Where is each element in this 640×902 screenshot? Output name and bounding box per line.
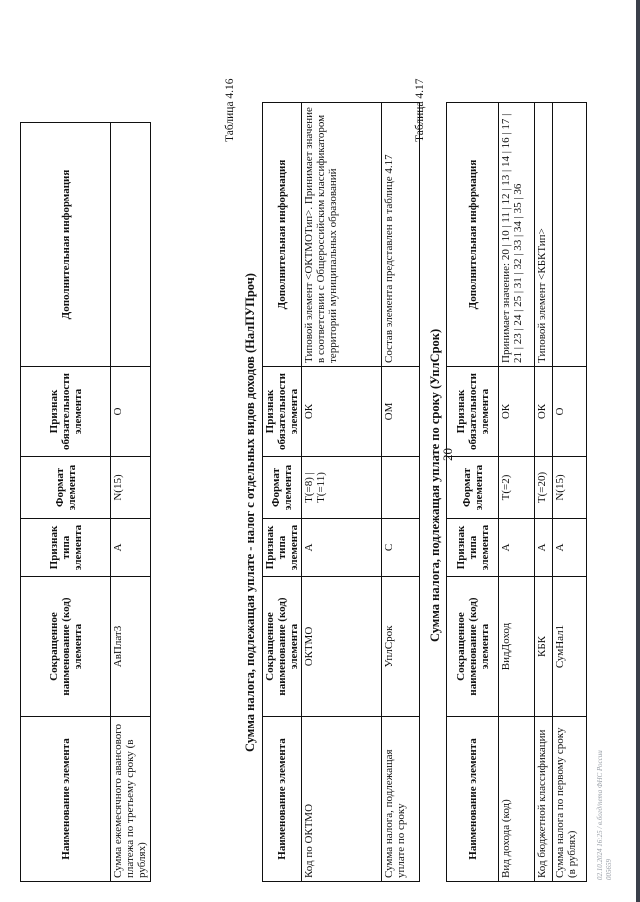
cell-format: T(=20) <box>535 457 553 519</box>
col-header-code: Сокращенное наименование (код) элемента <box>263 577 302 717</box>
cell-info: Типовой элемент <ОКТМОТип>. Принимает значение в соответствии с Общероссийским классификатором территорий муниципальных образований <box>302 103 382 367</box>
cell-name: Код бюджетной классификации <box>535 717 553 882</box>
signature-note: 02.10.2024 16:25 / в.богд/пета ФНС России 005659 <box>596 750 613 880</box>
table-row <box>535 103 553 882</box>
table-header-row <box>263 103 302 882</box>
table-row <box>302 103 382 882</box>
table-4-17-label: Таблица 4.17 <box>414 78 426 142</box>
col-header-format: Формат элемента <box>447 457 499 519</box>
col-header-type: Признак типа элемента <box>263 519 302 577</box>
cell-code: КБК <box>535 577 553 717</box>
col-header-info: Дополнительная информация <box>21 123 111 367</box>
col-header-name: Наименование элемента <box>263 717 302 882</box>
table-row <box>553 103 587 882</box>
table-row <box>111 123 151 882</box>
cell-required: О <box>111 367 151 457</box>
table-4-16-label: Таблица 4.16 <box>224 78 236 142</box>
cell-code: ОКТМО <box>302 577 382 717</box>
col-header-info: Дополнительная информация <box>447 103 499 367</box>
col-header-code: Сокращенное наименование (код) элемента <box>447 577 499 717</box>
cell-format: N(15) <box>111 457 151 519</box>
cell-name: Код по ОКТМО <box>302 717 382 882</box>
cell-type: А <box>302 519 382 577</box>
table-row <box>382 103 420 882</box>
col-header-required: Признак обязательности элемента <box>263 367 302 457</box>
cell-type: С <box>382 519 420 577</box>
cell-info: Состав элемента представлен в таблице 4.17 <box>382 103 420 367</box>
cell-required: ОК <box>499 367 535 457</box>
cell-format: T(=2) <box>499 457 535 519</box>
cell-name: Сумма налога по первому сроку (в рублях) <box>553 717 587 882</box>
cell-code: СумНал1 <box>553 577 587 717</box>
cell-type: А <box>535 519 553 577</box>
cell-info <box>111 123 151 367</box>
cell-code: УплСрок <box>382 577 420 717</box>
col-header-name: Наименование элемента <box>21 717 111 882</box>
cell-name: Вид дохода (код) <box>499 717 535 882</box>
col-header-type: Признак типа элемента <box>447 519 499 577</box>
cell-format <box>382 457 420 519</box>
cell-required: ОК <box>302 367 382 457</box>
table-4-16-caption: Сумма налога, подлежащая уплате - налог с отдельных видов доходов (НалПУПроч) <box>243 273 257 752</box>
table-header-row <box>447 103 499 882</box>
table-4-17-caption: Сумма налога, подлежащая уплате по сроку (УплСрок) <box>428 328 442 642</box>
cell-info: Типовой элемент <КБКТип> <box>535 103 553 367</box>
page-number: 20 <box>440 448 455 461</box>
cell-info <box>553 103 587 367</box>
col-header-format: Формат элемента <box>21 457 111 519</box>
col-header-info: Дополнительная информация <box>263 103 302 367</box>
col-header-required: Признак обязательности элемента <box>447 367 499 457</box>
cell-type: А <box>553 519 587 577</box>
cell-required: ОМ <box>382 367 420 457</box>
table-4-17 <box>446 102 587 882</box>
col-header-required: Признак обязательности элемента <box>21 367 111 457</box>
table-4-16 <box>262 102 420 882</box>
cell-code: ВидДоход <box>499 577 535 717</box>
cell-format: N(15) <box>553 457 587 519</box>
cell-required: ОК <box>535 367 553 457</box>
col-header-type: Признак типа элемента <box>21 519 111 577</box>
cell-format: T(=8) | T(=11) <box>302 457 382 519</box>
table-header-row <box>21 123 111 882</box>
cell-name: Сумма ежемесячного авансового платежа по третьему сроку (в рублях) <box>111 717 151 882</box>
cell-info: Принимает значение: 20 | 10 | 11 | 12 | 13 | 14 | 16 | 17 | 21 | 23 | 24 | 25 | 31 | 32 | 33 | 34 | 35 | 36 <box>499 103 535 367</box>
scan-edge <box>636 0 640 902</box>
table-row <box>499 103 535 882</box>
col-header-code: Сокращенное наименование (код) элемента <box>21 577 111 717</box>
col-header-name: Наименование элемента <box>447 717 499 882</box>
table-top <box>20 122 151 882</box>
cell-type: А <box>499 519 535 577</box>
cell-name: Сумма налога, подлежащая уплате по сроку <box>382 717 420 882</box>
cell-type: А <box>111 519 151 577</box>
cell-code: АвПлат3 <box>111 577 151 717</box>
col-header-format: Формат элемента <box>263 457 302 519</box>
cell-required: О <box>553 367 587 457</box>
